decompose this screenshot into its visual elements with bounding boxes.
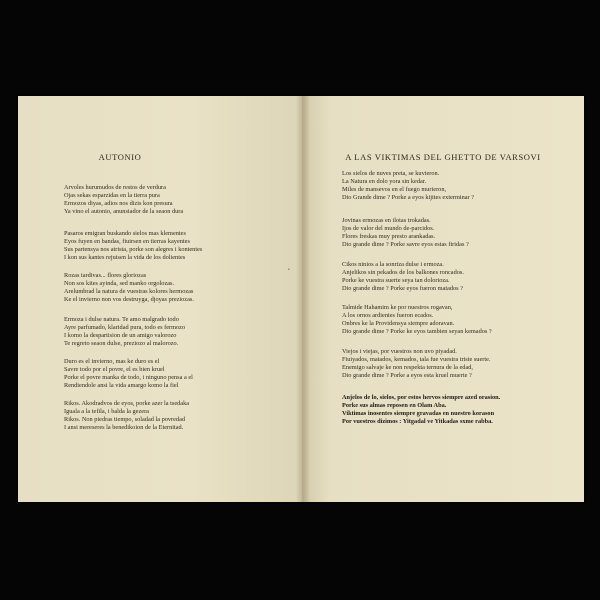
poem-line: Rikos. Non piedras tiempo, soladad la povredad — [64, 415, 186, 423]
poem-line: Los sielos de nuves preta, se kuvieron. — [342, 170, 440, 177]
stanza — [342, 348, 580, 380]
poem-line: Flores freskas muy presto arankadas. — [342, 232, 436, 240]
poem-line: Onbres ke la Providensya siempre adoravan. — [342, 319, 455, 327]
poem-line: Savre todo por el povre, el es bien kruel — [64, 365, 165, 373]
poem-line: Por vuestros dizimos : Yitgadal ve Yitkadas sxme rabba. — [342, 417, 493, 425]
poem-line: Anjelikos sin pekados de los balkones roncados. — [342, 268, 464, 276]
poem-line: Arvoles hurumudos de restos de verdura — [64, 184, 166, 191]
poem-line: Ayre parfumado, klaridad pura, todo es fermozo — [64, 323, 186, 331]
stanza — [342, 394, 580, 426]
stanza — [64, 316, 296, 348]
poem-title-autonio: AUTONIO — [98, 152, 142, 162]
poem-line: Anjelos de lo, sielos, por estos hervos siempre azed orasion. — [342, 394, 501, 401]
stanza — [64, 184, 296, 216]
poem-line: Cikos ninios a la sonriza dulse i ermoza. — [342, 261, 444, 268]
stanza — [342, 304, 580, 336]
poem-line: Duro es el invierno, mas ke duro es el — [64, 358, 160, 365]
poem-line: Rozas tardivas... flores gloriozas — [64, 272, 147, 279]
poem-line: Arelumbrad la natura de vuestras kolores hermozas — [64, 287, 194, 295]
poem-line: Rikos. Akodradvos de eyos, porke azer la tsedaka — [64, 400, 190, 407]
poem-line: Dio grande dime ? Porke savre eyos estas firidas ? — [342, 240, 469, 248]
poem-line: Ermoza i dulse natura. Te amo malgrado todo — [64, 316, 179, 323]
poem-line: Dio grande dime ? Porke eyos fueron matados ? — [342, 284, 464, 292]
stanza — [342, 170, 580, 202]
poem-line: Ya vino el autonio, anunsiador de la seaon dura — [64, 207, 184, 215]
poem-title-viktimas: A LAS VIKTIMAS DEL GHETTO DE VARSOVI — [345, 152, 541, 162]
poem-line: Viktimas inosentes siempre gravadas en nuestro korason — [342, 409, 495, 417]
poem-line: I kon sus kantes rejuisen la vida de los dolientes — [64, 253, 186, 261]
stanza — [342, 217, 580, 249]
poem-line: Miles de mansevos en el fuego murieron, — [342, 185, 447, 193]
poem-line: Porke el povre manka de todo, i ninguno pensa a el — [64, 373, 193, 381]
poem-line: Non sos kites ayinda, sed manko orgolozas. — [64, 279, 175, 287]
poem-line: Sus partensya nos atrista, porke son alegres i kontentes — [64, 245, 203, 253]
poem-line: Porke ke vuestra suerte seya tan dolorioza. — [342, 276, 450, 284]
poem-line: Eyos fuyen en bandas, fiuirsen en tierras kayentes — [64, 237, 190, 245]
poem-line: Ke el invierno non vos destruyga, djoyas preziozas. — [64, 295, 194, 303]
poem-line: Pasaros emigran buskando sielos mas klementes — [64, 230, 186, 237]
stanza — [342, 261, 580, 293]
poem-line: Te regreto seaon dulse, preziozo al malorozo. — [64, 339, 179, 347]
book-gutter — [296, 96, 310, 502]
stanza — [64, 230, 296, 262]
poem-line: Dio grande dime ? Porke a eyos esta kruel muerte ? — [342, 371, 472, 379]
margin-mark: • — [288, 268, 290, 273]
poem-line: Jovinas ermozas en ilotas trokadas. — [342, 217, 431, 224]
poem-line: Iguala a la tefila, i balda la gezera — [64, 407, 149, 415]
stanza — [64, 272, 296, 304]
poem-line: I ansi mereseres la benedikoion de la Eternitad. — [64, 423, 184, 431]
open-booklet — [18, 96, 584, 502]
right-page — [302, 96, 584, 502]
poem-line: La Natura en dolo yora sin kedar. — [342, 177, 427, 185]
poem-line: I komo la despartision de un amigo valorozo — [64, 331, 177, 339]
stanza — [64, 400, 296, 432]
poem-line: Enemigo salvaje ke non respekta ternura de la edad, — [342, 363, 473, 371]
poem-line: Viejos i viejas, por vuestros non uvo piyadad. — [342, 348, 457, 355]
poem-line: Rendiendole ansi la vida amargo komo la fiel — [64, 381, 179, 389]
poem-line: Ermozos diyas, adios nos dizis kon presura — [64, 199, 173, 207]
poem-line: Porke sus almas reposen en Olam Aba. — [342, 401, 447, 409]
poem-line: Ojas sekas esparzidas en la tierra pura — [64, 191, 160, 199]
stanza — [64, 358, 296, 390]
poem-line: Ijos de valor del mundo de-parcidos. — [342, 224, 435, 232]
left-page — [18, 96, 302, 502]
poem-line: Talmide Hahamim ke por nuestros rogavan, — [342, 304, 453, 311]
poem-line: A los ornos ardientes fueron ecados. — [342, 311, 434, 319]
poem-line: Dio grande dime ? Porke ke eyos tambien seyan kemados ? — [342, 327, 492, 335]
poem-line: Dio Grande dime ? Porke a eyos kijites exterminar ? — [342, 193, 475, 201]
poem-line: Fiuiyados, matados, kemados, tala fue vuestra triste suerte. — [342, 355, 491, 363]
